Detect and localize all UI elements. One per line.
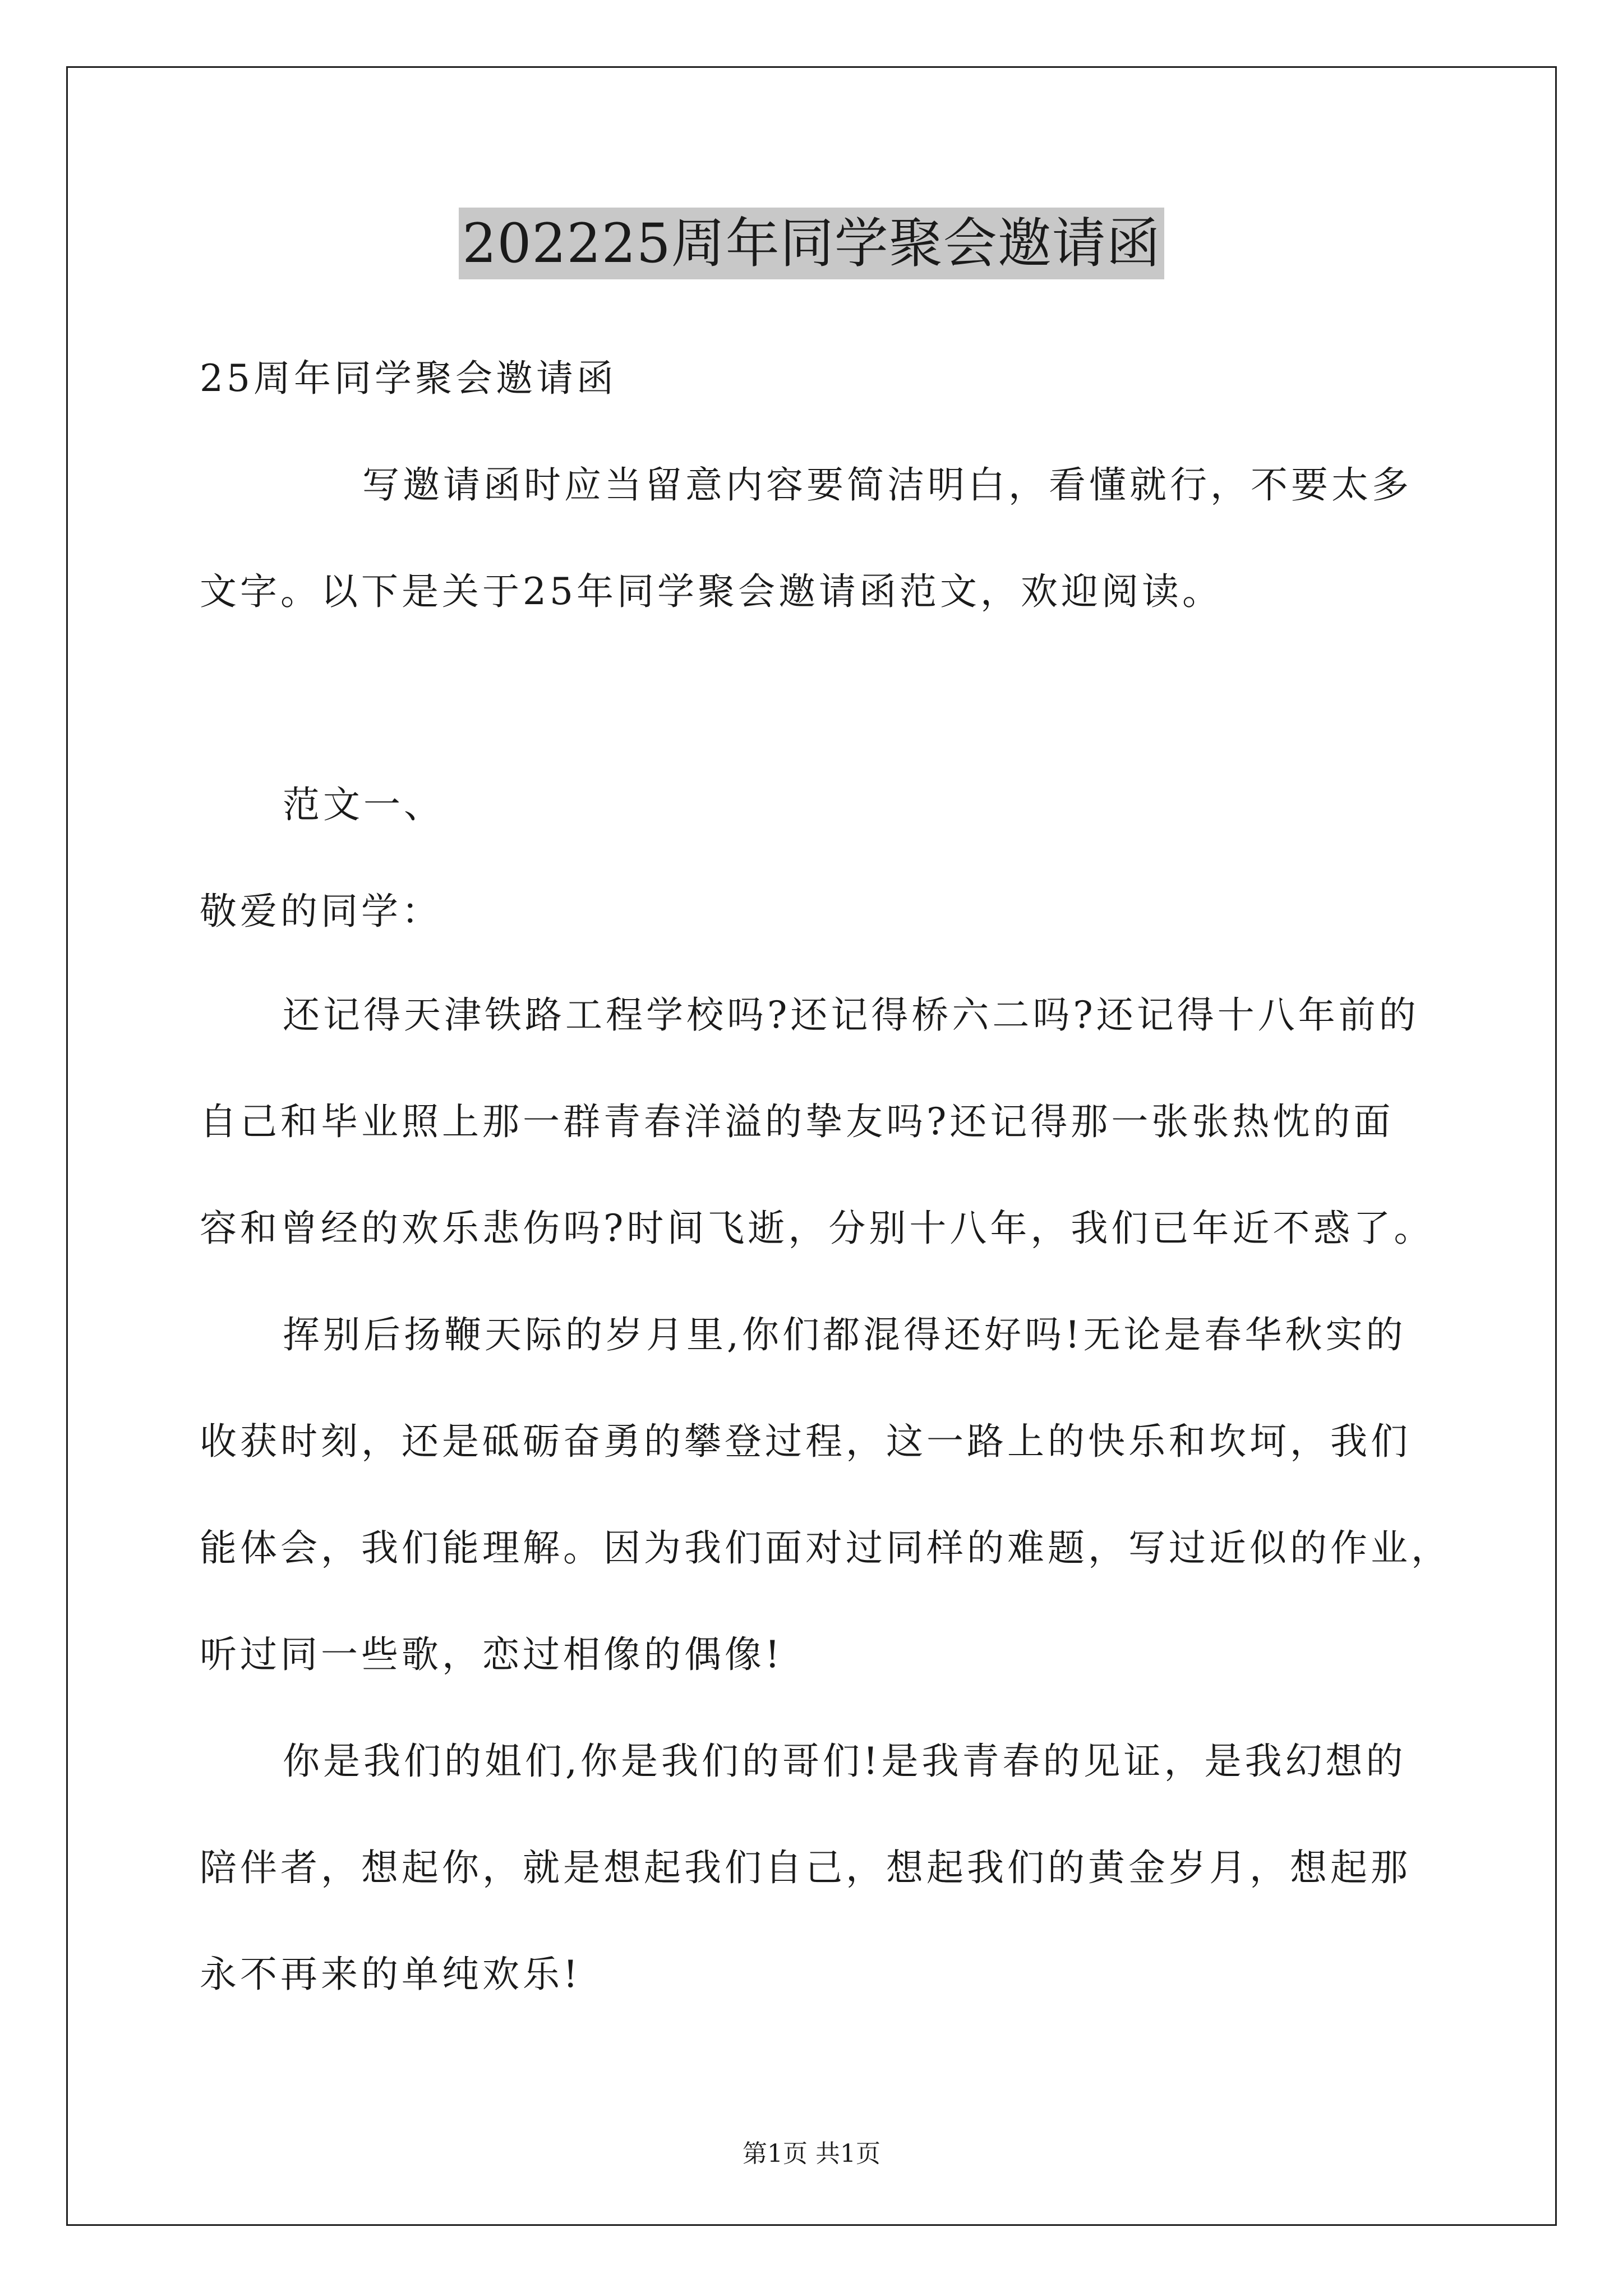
paragraph-line: 还记得天津铁路工程学校吗?还记得桥六二吗?还记得十八年前的 — [283, 993, 1419, 1037]
paragraph-line: 陪伴者，想起你，就是想起我们自己，想起我们的黄金岁月，想起那 — [200, 1846, 1411, 1889]
document-title: 202225周年同学聚会邀请函 — [459, 208, 1164, 279]
paragraph-line: 挥别后扬鞭天际的岁月里,你们都混得还好吗!无论是春华秋实的 — [283, 1313, 1407, 1356]
paragraph-line: 收获时刻，还是砥砺奋勇的攀登过程，这一路上的快乐和坎坷，我们 — [200, 1420, 1411, 1463]
title-container — [0, 208, 1623, 279]
salutation: 敬爱的同学： — [200, 890, 442, 933]
subtitle: 25周年同学聚会邀请函 — [200, 357, 617, 400]
paragraph-line: 自己和毕业照上那一群青春洋溢的挚友吗?还记得那一张张热忱的面 — [200, 1100, 1394, 1143]
section-label: 范文一、 — [283, 783, 444, 826]
paragraph-line: 永不再来的单纯欢乐! — [200, 1953, 582, 1996]
page-footer: 第1页 共1页 — [743, 2139, 880, 2168]
paragraph-line: 能体会，我们能理解。因为我们面对过同样的难题，写过近似的作业， — [200, 1526, 1451, 1570]
intro-line-2: 文字。以下是关于25年同学聚会邀请函范文，欢迎阅读。 — [200, 570, 1223, 613]
intro-line-1: 写邀请函时应当留意内容要简洁明白，看懂就行，不要太多 — [362, 463, 1412, 507]
paragraph-line: 容和曾经的欢乐悲伤吗?时间飞逝，分别十八年，我们已年近不惑了。 — [200, 1207, 1435, 1250]
paragraph-line: 你是我们的姐们,你是我们的哥们!是我青春的见证，是我幻想的 — [283, 1740, 1407, 1783]
paragraph-line: 听过同一些歌，恋过相像的偶像! — [200, 1633, 783, 1676]
